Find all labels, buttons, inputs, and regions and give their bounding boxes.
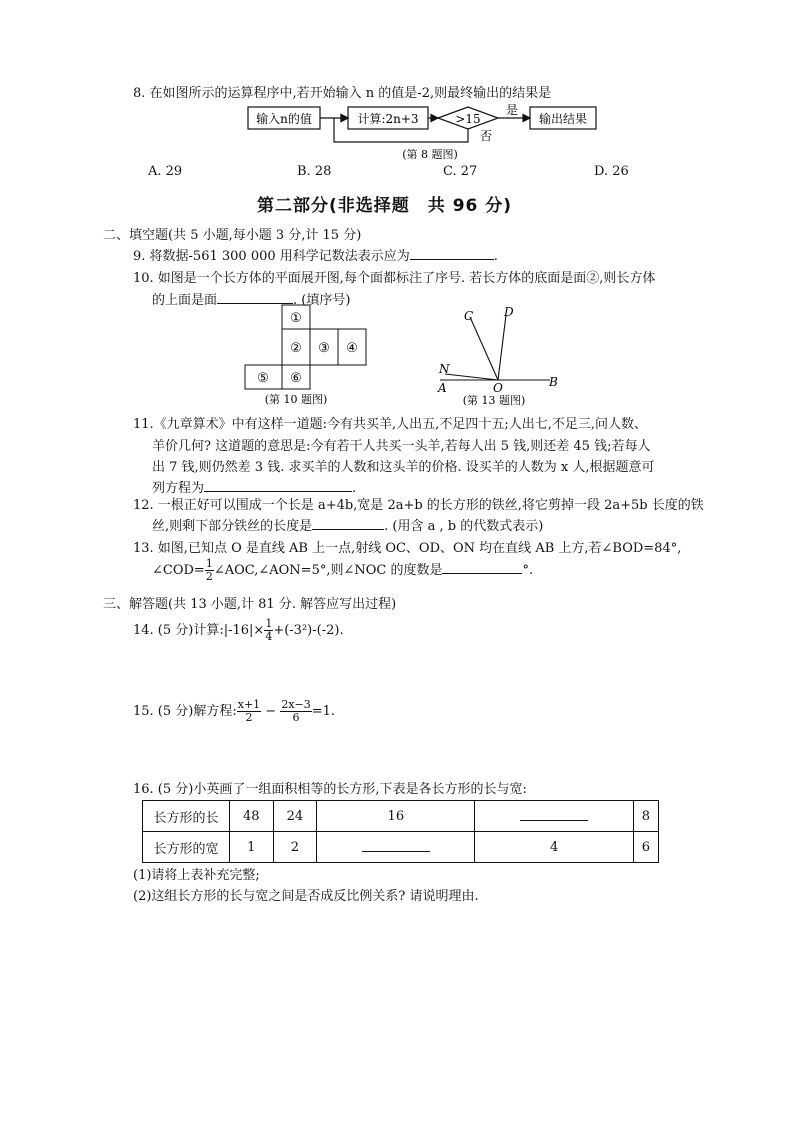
q9: 9. 将数据-561 300 000 用科学记数法表示应为 . [133,249,498,264]
q9-text: 9. 将数据-561 300 000 用科学记数法表示应为 [133,249,410,264]
net-label-6: ⑥ [290,371,302,386]
cell: 2 [273,832,317,863]
net-label-3: ③ [318,341,330,356]
ray-on [445,374,498,380]
q14: 14. (5 分)计算:|-16|× $\frac{1}{4}$ +(-3²)-(-2). [133,617,344,643]
q10-cube-net [240,303,380,408]
q15-fraction-1: $\frac{x+1}{2}$ [237,698,261,724]
q8-option-c[interactable]: C. 27 [443,164,478,179]
flow-compute-text: 计算:2n+3 [357,112,419,126]
q13-caption: (第 13 题图) [462,394,526,407]
q16-sub1: (1)请将上表补充完整; [133,868,260,883]
q11-line1: 11.《九章算术》中有这样一道题:今有共买羊,人出五,不足四十五;人出七,不足三,问人数、 [133,417,647,432]
label-o: O [493,381,503,395]
cell: 8 [633,801,658,832]
net-label-5: ⑤ [257,371,269,386]
q8-caption: (第 8 题图) [402,148,458,161]
q9-answer-blank[interactable] [410,247,494,260]
table-row [143,832,659,863]
label-a: A [438,381,447,395]
net-label-4: ④ [346,341,358,356]
label-c: C [464,309,474,323]
label-n: N [439,362,450,376]
q15-fraction-2: $\frac{2x-3}{6}$ [281,698,311,724]
flow-no-label: 否 [480,129,493,143]
flow-compare-text: >15 [455,112,481,126]
net-label-1: ① [290,311,302,326]
q13-angle-figure [432,303,582,408]
q11-line2: 羊价几何? 这道题的意思是:今有若干人共买一头羊,若每人出 5 钱,则还差 45 钱;若每人 [152,439,651,454]
q11-line3: 出 7 钱,则仍然差 3 钱. 求买羊的人数和这头羊的价格. 设买羊的人数为 x 人,根据题意可 [152,460,655,475]
label-b: B [549,375,558,389]
q15: 15. (5 分)解方程: $\frac{x+1}{2}$ − $\frac{2x-3}{6}$ =1. [133,698,336,724]
ray-oc [470,317,498,380]
blank-cell[interactable] [317,832,475,863]
flow-yes-label: 是 [505,103,519,117]
q10-line2: 的上面是面 . (填序号) [152,293,351,308]
cell: 48 [230,801,274,832]
label-d: D [504,305,514,319]
q12-line1: 12. 一根正好可以围成一个长是 a+4b,宽是 2a+b 的长方形的铁丝,将它剪掉一段 2a+5b 长度的铁 [133,498,704,513]
q10-line1: 10. 如图是一个长方体的平面展开图,每个面都标注了序号. 若长方体的底面是面②,则长方体 [133,271,656,286]
q12-line2: 丝,则剩下部分铁丝的长度是 . (用含 a , b 的代数式表示) [152,519,544,534]
q8-stem: 8. 在如图所示的运算程序中,若开始输入 n 的值是-2,则最终输出的结果是 [133,86,552,101]
q13-line2: ∠COD= $\frac{1}{2}$ ∠AOC,∠AON=5°,则∠NOC 的度数是 °. [152,557,534,583]
q8-option-d[interactable]: D. 26 [594,164,629,179]
part2-title: 第二部分(非选择题 共 96 分) [257,196,513,216]
cell: 6 [633,832,658,863]
solve-heading: 三、解答题(共 13 小题,计 81 分. 解答应写出过程) [103,597,397,612]
q11-answer-blank[interactable] [204,479,352,492]
q12-answer-blank[interactable] [312,517,384,530]
row-label-width: 长方形的宽 [143,832,230,863]
q16-table [142,800,659,863]
q13-fraction: $\frac{1}{2}$ [205,557,213,583]
table-row [143,801,659,832]
q8-option-b[interactable]: B. 28 [297,164,332,179]
cell: 1 [230,832,274,863]
q13-answer-blank[interactable] [442,561,522,574]
q10-caption: (第 10 题图) [264,393,328,406]
flow-input-text: 输入n的值 [256,112,312,126]
q16-sub2: (2)这组长方形的长与宽之间是否成反比例关系? 请说明理由. [133,889,479,904]
q8-option-a[interactable]: A. 29 [148,164,183,179]
q16-stem: 16. (5 分)小英画了一组面积相等的长方形,下表是各长方形的长与宽: [133,782,527,797]
cell: 4 [475,832,633,863]
ray-od [498,315,506,380]
flow-output-text: 输出结果 [538,112,588,126]
cell: 24 [273,801,317,832]
q14-fraction: $\frac{1}{4}$ [265,617,273,643]
q8-flowchart [240,102,610,164]
net-label-2: ② [290,341,302,356]
row-label-length: 长方形的长 [143,801,230,832]
cell: 16 [317,801,475,832]
q13-line1: 13. 如图,已知点 O 是直线 AB 上一点,射线 OC、OD、ON 均在直线 AB 上方,若∠BOD=84°, [133,541,682,556]
q11-line4: 列方程为 . [152,481,357,496]
blank-cell[interactable] [475,801,633,832]
fill-heading: 二、填空题(共 5 小题,每小题 3 分,计 15 分) [103,228,362,243]
